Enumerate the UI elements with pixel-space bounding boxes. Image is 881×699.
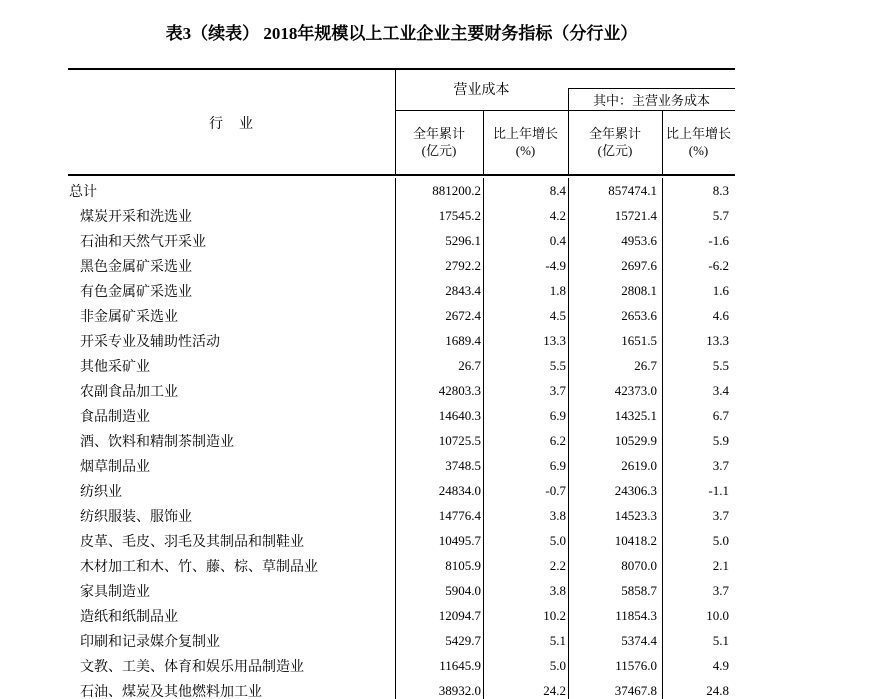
main-cost-growth-cell: 4.6	[662, 303, 735, 328]
table-row	[68, 178, 735, 203]
operating-cost-growth-cell: 24.2	[483, 678, 568, 699]
main-cost-growth-cell: 3.7	[662, 578, 735, 603]
divider-line	[568, 88, 735, 89]
industry-cell: 皮革、毛皮、羽毛及其制品和制鞋业	[80, 534, 304, 550]
main-cost-total-cell: 857474.1	[568, 178, 662, 203]
operating-cost-total-cell: 2792.2	[395, 253, 483, 278]
operating-cost-total-cell: 5296.1	[395, 228, 483, 253]
industry-cell: 石油、煤炭及其他燃料加工业	[80, 684, 262, 699]
header-operating-growth	[483, 110, 568, 174]
table-row	[68, 503, 735, 528]
industry-cell: 烟草制品业	[80, 459, 150, 475]
table-row	[68, 328, 735, 353]
main-cost-growth-cell: 5.9	[662, 428, 735, 453]
growth-label: 比上年增长	[492, 126, 558, 141]
operating-cost-total-cell: 24834.0	[395, 478, 483, 503]
main-cost-growth-cell: 1.6	[662, 278, 735, 303]
annual-total-label: 全年累计	[588, 126, 641, 141]
main-cost-growth-cell: 5.1	[662, 628, 735, 653]
operating-cost-total-cell: 14640.3	[395, 403, 483, 428]
table-row	[68, 528, 735, 553]
main-cost-total-cell: 5374.4	[568, 628, 662, 653]
operating-cost-growth-cell: 1.8	[483, 278, 568, 303]
industry-cell: 纺织服装、服饰业	[80, 509, 192, 525]
annual-total-unit: (亿元)	[597, 143, 633, 158]
main-cost-total-cell: 4953.6	[568, 228, 662, 253]
table-row	[68, 578, 735, 603]
industry-cell: 其他采矿业	[80, 359, 150, 375]
operating-cost-growth-cell: 5.5	[483, 353, 568, 378]
main-cost-growth-cell: 10.0	[662, 603, 735, 628]
operating-cost-growth-cell: 6.9	[483, 403, 568, 428]
main-cost-growth-cell: -1.6	[662, 228, 735, 253]
table-row	[68, 253, 735, 278]
main-cost-growth-cell: 3.7	[662, 503, 735, 528]
operating-cost-growth-cell: 3.8	[483, 578, 568, 603]
industry-cell: 有色金属矿采选业	[80, 284, 192, 300]
main-cost-total-cell: 2808.1	[568, 278, 662, 303]
operating-cost-total-cell: 3748.5	[395, 453, 483, 478]
operating-cost-total-cell: 17545.2	[395, 203, 483, 228]
growth-label: 比上年增长	[665, 126, 731, 141]
operating-cost-total-cell: 1689.4	[395, 328, 483, 353]
operating-cost-total-cell: 38932.0	[395, 678, 483, 699]
column-divider	[483, 110, 484, 176]
main-cost-growth-cell: 5.5	[662, 353, 735, 378]
industry-cell: 黑色金属矿采选业	[80, 259, 192, 275]
main-cost-growth-cell: 6.7	[662, 403, 735, 428]
table-row	[68, 603, 735, 628]
operating-cost-total-cell: 14776.4	[395, 503, 483, 528]
operating-cost-growth-cell: 4.2	[483, 203, 568, 228]
header-industry-label: 行 业	[209, 117, 254, 132]
operating-cost-growth-cell: 3.8	[483, 503, 568, 528]
header-operating-cost-group: 营业成本	[453, 83, 510, 98]
operating-cost-growth-cell: 0.4	[483, 228, 568, 253]
table-header	[68, 68, 735, 178]
industry-cell: 农副食品加工业	[80, 384, 178, 400]
main-cost-growth-cell: 3.4	[662, 378, 735, 403]
table-row	[68, 628, 735, 653]
divider-line	[395, 110, 735, 111]
operating-cost-total-cell: 11645.9	[395, 653, 483, 678]
operating-cost-growth-cell: 10.2	[483, 603, 568, 628]
operating-cost-growth-cell: -0.7	[483, 478, 568, 503]
industry-cell: 印刷和记录媒介复制业	[80, 634, 220, 650]
operating-cost-growth-cell: 5.0	[483, 528, 568, 553]
operating-cost-growth-cell: 4.5	[483, 303, 568, 328]
operating-cost-total-cell: 2672.4	[395, 303, 483, 328]
main-cost-total-cell: 15721.4	[568, 203, 662, 228]
main-cost-growth-cell: 5.0	[662, 528, 735, 553]
industry-cell: 煤炭开采和洗选业	[80, 209, 192, 225]
operating-cost-total-cell: 881200.2	[395, 178, 483, 203]
operating-cost-total-cell: 8105.9	[395, 553, 483, 578]
main-cost-total-cell: 14523.3	[568, 503, 662, 528]
header-main-business-cost-group: 其中：主营业务成本	[592, 92, 710, 108]
annual-total-label: 全年累计	[412, 126, 465, 141]
operating-cost-total-cell: 42803.3	[395, 378, 483, 403]
main-cost-total-cell: 14325.1	[568, 403, 662, 428]
industry-cell: 总计	[69, 184, 97, 200]
table-row	[68, 428, 735, 453]
main-cost-total-cell: 8070.0	[568, 553, 662, 578]
table-row	[68, 378, 735, 403]
operating-cost-total-cell: 5429.7	[395, 628, 483, 653]
main-cost-total-cell: 2697.6	[568, 253, 662, 278]
industry-cell: 食品制造业	[80, 409, 150, 425]
column-divider	[568, 88, 569, 176]
main-cost-total-cell: 42373.0	[568, 378, 662, 403]
industry-cell: 家具制造业	[80, 584, 150, 600]
main-cost-total-cell: 2619.0	[568, 453, 662, 478]
operating-cost-total-cell: 12094.7	[395, 603, 483, 628]
table-row	[68, 303, 735, 328]
financial-indicators-table	[68, 68, 735, 699]
main-cost-growth-cell: 5.7	[662, 203, 735, 228]
header-operating-annual-total	[395, 110, 483, 174]
operating-cost-total-cell: 5904.0	[395, 578, 483, 603]
table-row	[68, 203, 735, 228]
main-cost-total-cell: 24306.3	[568, 478, 662, 503]
operating-cost-total-cell: 10725.5	[395, 428, 483, 453]
operating-cost-total-cell: 26.7	[395, 353, 483, 378]
industry-cell: 酒、饮料和精制茶制造业	[80, 434, 234, 450]
table-body	[68, 178, 735, 699]
industry-cell: 纺织业	[80, 484, 122, 500]
operating-cost-growth-cell: 6.9	[483, 453, 568, 478]
main-cost-total-cell: 2653.6	[568, 303, 662, 328]
growth-unit: (%)	[688, 143, 709, 158]
industry-cell: 木材加工和木、竹、藤、棕、草制品业	[80, 559, 318, 575]
main-cost-growth-cell: 13.3	[662, 328, 735, 353]
header-main-growth	[662, 110, 735, 174]
industry-cell: 文教、工美、体育和娱乐用品制造业	[80, 659, 304, 675]
industry-cell: 非金属矿采选业	[80, 309, 178, 325]
page-title: 表3（续表） 2018年规模以上工业企业主要财务指标（分行业）	[165, 24, 638, 43]
table-row	[68, 653, 735, 678]
operating-cost-growth-cell: 13.3	[483, 328, 568, 353]
main-cost-total-cell: 10529.9	[568, 428, 662, 453]
operating-cost-growth-cell: 5.0	[483, 653, 568, 678]
industry-cell: 开采专业及辅助性活动	[80, 334, 220, 350]
main-cost-total-cell: 37467.8	[568, 678, 662, 699]
operating-cost-total-cell: 10495.7	[395, 528, 483, 553]
annual-total-unit: (亿元)	[421, 143, 457, 158]
main-cost-growth-cell: -1.1	[662, 478, 735, 503]
operating-cost-growth-cell: 3.7	[483, 378, 568, 403]
column-divider	[662, 110, 663, 176]
main-cost-total-cell: 1651.5	[568, 328, 662, 353]
operating-cost-growth-cell: -4.9	[483, 253, 568, 278]
growth-unit: (%)	[515, 143, 536, 158]
operating-cost-total-cell: 2843.4	[395, 278, 483, 303]
main-cost-growth-cell: -6.2	[662, 253, 735, 278]
table-row	[68, 278, 735, 303]
operating-cost-growth-cell: 2.2	[483, 553, 568, 578]
main-cost-growth-cell: 24.8	[662, 678, 735, 699]
main-cost-total-cell: 26.7	[568, 353, 662, 378]
column-divider	[395, 70, 396, 176]
table-row	[68, 553, 735, 578]
main-cost-growth-cell: 2.1	[662, 553, 735, 578]
operating-cost-growth-cell: 6.2	[483, 428, 568, 453]
main-cost-growth-cell: 8.3	[662, 178, 735, 203]
operating-cost-growth-cell: 5.1	[483, 628, 568, 653]
industry-cell: 石油和天然气开采业	[80, 234, 206, 250]
main-cost-total-cell: 5858.7	[568, 578, 662, 603]
main-cost-growth-cell: 4.9	[662, 653, 735, 678]
main-cost-total-cell: 10418.2	[568, 528, 662, 553]
operating-cost-growth-cell: 8.4	[483, 178, 568, 203]
table-row	[68, 228, 735, 253]
table-row	[68, 478, 735, 503]
main-cost-growth-cell: 3.7	[662, 453, 735, 478]
table-row	[68, 453, 735, 478]
table-row	[68, 403, 735, 428]
table-row	[68, 353, 735, 378]
main-cost-total-cell: 11576.0	[568, 653, 662, 678]
main-cost-total-cell: 11854.3	[568, 603, 662, 628]
header-bottom-rule	[68, 174, 735, 176]
industry-cell: 造纸和纸制品业	[80, 609, 178, 625]
table-row	[68, 678, 735, 699]
header-main-annual-total	[568, 110, 662, 174]
